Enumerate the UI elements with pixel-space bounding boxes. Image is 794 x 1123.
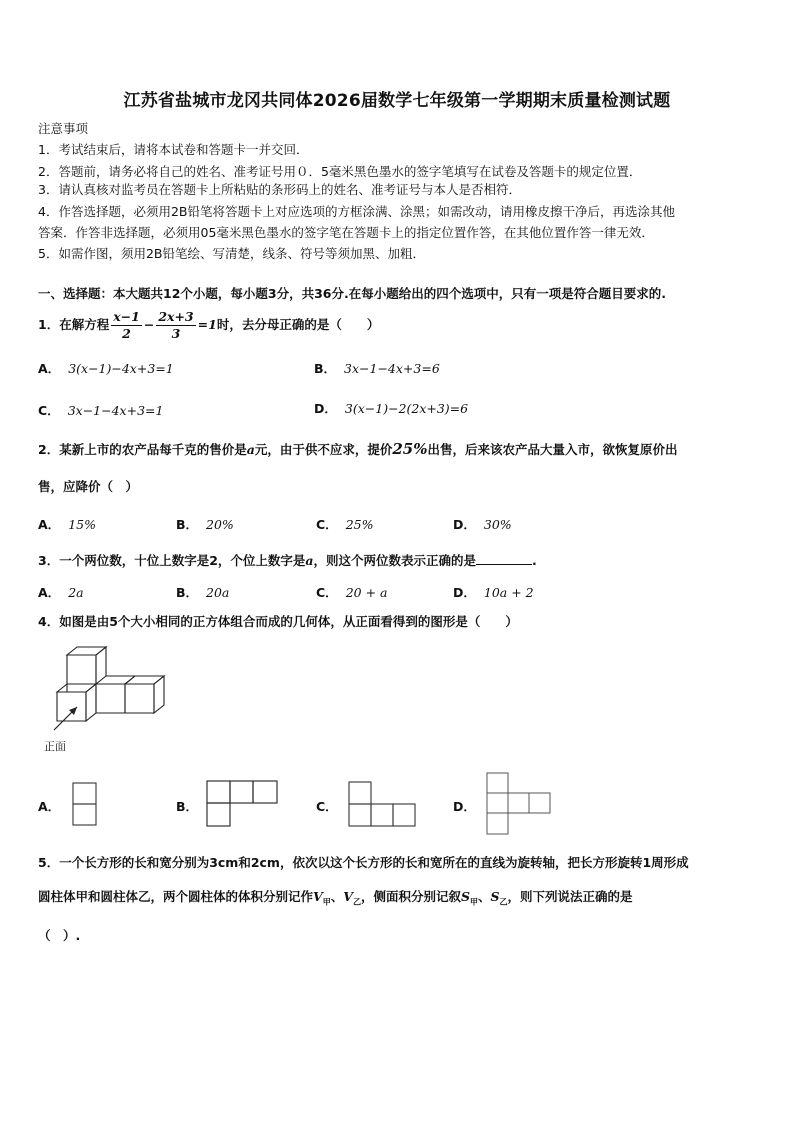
option-d[interactable]: D． 10a + 2 bbox=[453, 585, 534, 600]
question-5-cont: 圆柱体甲和圆柱体乙，两个圆柱体的体积分别记作$V_甲$、$V_乙$，侧面积分别记叙$S_甲$、$S_乙$，则下列说法正确的是 bbox=[38, 889, 633, 907]
option-b-figure bbox=[206, 780, 282, 830]
question-5-end: （ ）. bbox=[38, 928, 81, 943]
option-c-figure bbox=[348, 781, 418, 829]
option-c[interactable]: C． 3x−1−4x+3=1 bbox=[38, 403, 164, 418]
question-4: 4．如图是由5个大小相同的正方体组合而成的几何体，从正面看得到的图形是（ ） bbox=[38, 614, 518, 629]
fraction: $\frac{2x+3}{3}$ bbox=[158, 309, 194, 341]
notice-item: 4．作答选择题，必须用2B铅笔将答题卡上对应选项的方框涂满、涂黑；如需改动，请用橡皮擦干净后，再选涂其他 bbox=[38, 204, 675, 219]
notice-item: 1．考试结束后，请将本试卷和答题卡一并交回． bbox=[38, 142, 309, 157]
notice-heading: 注意事项 bbox=[38, 121, 89, 136]
option-b[interactable]: B． bbox=[176, 799, 199, 814]
cube-figure bbox=[40, 644, 170, 752]
option-a[interactable]: A． 3(x−1)−4x+3=1 bbox=[38, 361, 174, 376]
option-c[interactable]: C． bbox=[316, 799, 338, 814]
notice-item: 答案．作答非选择题，必须用05毫米黑色墨水的签字笔在答题卡上的指定位置作答，在其他位置作答一律无效． bbox=[38, 225, 654, 240]
option-b[interactable]: B． 20% bbox=[176, 517, 234, 532]
option-d[interactable]: D． 3(x−1)−2(2x+3)=6 bbox=[314, 401, 469, 416]
figure-label: 正面 bbox=[44, 740, 66, 753]
option-c[interactable]: C． 25% bbox=[316, 517, 374, 532]
option-a[interactable]: A． 15% bbox=[38, 517, 96, 532]
notice-item: 2．答题前，请务必将自己的姓名、准考证号用０．5毫米黑色墨水的签字笔填写在试卷及答题卡的规定位置． bbox=[38, 164, 642, 179]
option-a[interactable]: A． 2a bbox=[38, 585, 84, 600]
option-b[interactable]: B． 20a bbox=[176, 585, 230, 600]
question-5: 5．一个长方形的长和宽分别为3cm和2cm，依次以这个长方形的长和宽所在的直线为旋转轴，把长方形旋转1周形成 bbox=[38, 855, 689, 870]
question-3: 3．一个两位数，十位上数字是2，个位上数字是a，则这个两位数表示正确的是 . bbox=[38, 553, 537, 568]
option-d[interactable]: D． bbox=[453, 799, 476, 814]
page-title: 江苏省盐城市龙冈共同体2026届数学七年级第一学期期末质量检测试题 bbox=[123, 91, 671, 111]
question-2-cont: 售，应降价（ ） bbox=[38, 479, 139, 494]
option-c[interactable]: C． 20 + a bbox=[316, 585, 388, 600]
option-d[interactable]: D． 30% bbox=[453, 517, 512, 532]
question-1: 1．在解方程 $\frac{x-1}{2}$ − $\frac{2x+3}{3}$ =1时，去分母正确的是（ ） bbox=[38, 309, 380, 341]
option-d-figure bbox=[486, 772, 556, 838]
option-a[interactable]: A． bbox=[38, 799, 61, 814]
notice-item: 3．请认真核对监考员在答题卡上所粘贴的条形码上的姓名、准考证号与本人是否相符． bbox=[38, 182, 521, 197]
answer-blank[interactable] bbox=[476, 552, 532, 565]
section-heading: 一、选择题：本大题共12个小题，每小题3分，共36分.在每小题给出的四个选项中，只有一项是符合题目要求的. bbox=[38, 286, 666, 301]
option-a-figure bbox=[72, 782, 98, 828]
option-b[interactable]: B． 3x−1−4x+3=6 bbox=[314, 361, 440, 376]
fraction: $\frac{x-1}{2}$ bbox=[113, 309, 140, 341]
notice-item: 5．如需作图，须用2B铅笔绘、写清楚，线条、符号等须加黑、加粗． bbox=[38, 246, 425, 261]
question-2: 2．某新上市的农产品每千克的售价是a元，由于供不应求，提价25%出售，后来该农产品大量入市，欲恢复原价出 bbox=[38, 440, 678, 458]
